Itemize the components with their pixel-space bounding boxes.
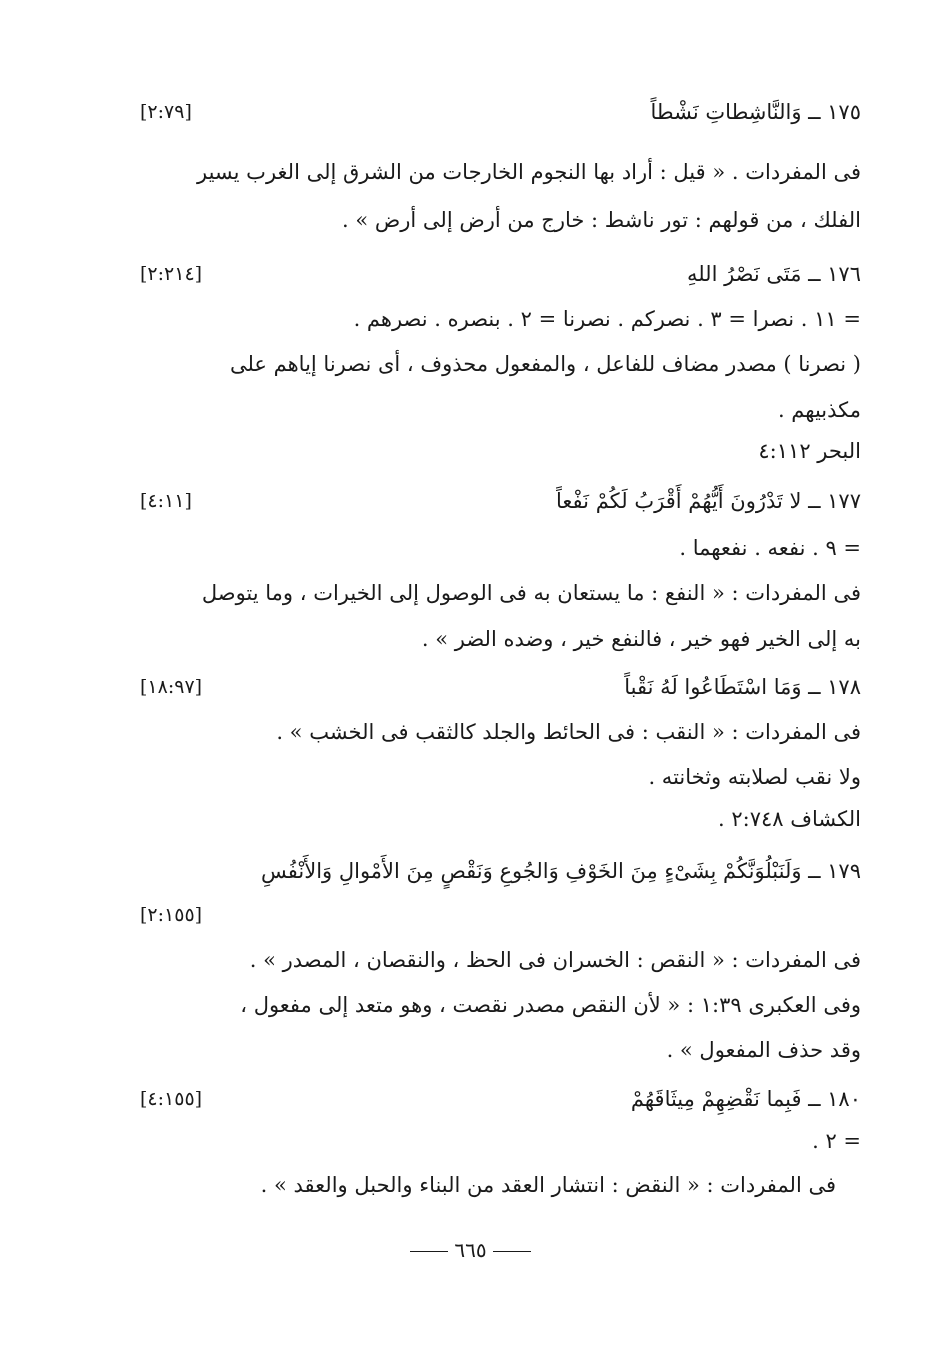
line-text: = ٢ . bbox=[812, 1129, 861, 1153]
entry-177-heading bbox=[140, 486, 861, 516]
line-text: ( نصرنا ) مصدر مضاف للفاعل ، والمفعول محذوف ، أى نصرنا إياهم على bbox=[229, 352, 861, 376]
entry-180-heading bbox=[140, 1084, 861, 1114]
verse-reference: [٤:١٥٥] bbox=[140, 1088, 203, 1110]
text-line bbox=[140, 205, 861, 235]
text-line bbox=[140, 157, 861, 187]
line-text: فى المفردات : « النقض : انتشار العقد من البناء والحبل والعقد » . bbox=[260, 1173, 836, 1197]
line-text: الفلك ، من قولهم : تور ناشط : خارج من أرض إلى أرض » . bbox=[342, 208, 861, 232]
line-text: فى المفردات : « النقب : فى الحائط والجلد كالثقب فى الخشب » . bbox=[276, 720, 861, 744]
text-line bbox=[140, 304, 861, 334]
verse-reference: [١٨:٩٧] bbox=[140, 676, 203, 698]
entry-heading-text: ١٨٠ ــ فَبِما نَقْضِهِمْ مِيثَاقَهُمْ bbox=[630, 1087, 861, 1111]
line-text: به إلى الخير فهو خير ، فالنفع خير ، وضده الضر » . bbox=[421, 627, 861, 651]
line-text: فى المفردات : « النقص : الخسران فى الحظ ، والنقصان ، المصدر » . bbox=[249, 948, 861, 972]
text-line bbox=[140, 1170, 836, 1200]
line-text: مكذبيهم . bbox=[777, 398, 861, 422]
entry-176-heading bbox=[140, 259, 861, 289]
line-text: وفى العكبرى ١:٣٩ : « لأن النقص مصدر نقصت ، وهو متعد إلى مفعول ، bbox=[240, 993, 861, 1017]
line-text: ولا نقب لصلابته وثخانته . bbox=[648, 765, 861, 789]
text-line bbox=[140, 624, 861, 654]
text-line bbox=[140, 533, 861, 563]
page-number bbox=[0, 1238, 941, 1262]
verse-reference: [٢:٢١٤] bbox=[140, 263, 203, 285]
verse-reference: [٤:١١] bbox=[140, 490, 192, 512]
line-text: الكشاف ٢:٧٤٨ . bbox=[718, 807, 861, 831]
entry-heading-text: ١٧٦ ــ مَتَى نَصْرُ اللهِ bbox=[686, 262, 861, 286]
dash-right bbox=[410, 1251, 448, 1252]
line-text: البحر ٤:١١٢ bbox=[758, 439, 861, 463]
text-line bbox=[140, 436, 861, 466]
entry-179-reference-line bbox=[140, 900, 861, 930]
text-line bbox=[140, 395, 861, 425]
entry-178-heading bbox=[140, 672, 861, 702]
text-line bbox=[140, 349, 861, 379]
text-line bbox=[140, 578, 861, 608]
page-number-text: ٦٦٥ bbox=[454, 1238, 487, 1262]
text-line bbox=[140, 717, 861, 747]
text-line bbox=[140, 762, 861, 792]
line-text: وقد حذف المفعول » . bbox=[666, 1038, 861, 1062]
entry-heading-text: ١٧٧ ــ لا تَدْرُونَ أَيُّهُمْ أَقْرَبُ لَكُمْ نَفْعاً bbox=[556, 489, 861, 513]
verse-reference: [٢:١٥٥] bbox=[140, 904, 203, 926]
entry-heading-text: ١٧٥ ــ وَالنَّاشِطاتِ نَشْطاً bbox=[650, 100, 861, 124]
verse-reference: [٢:٧٩] bbox=[140, 101, 192, 123]
text-line bbox=[140, 804, 861, 834]
line-text: = ٩ . نفعه . نفعهما . bbox=[679, 536, 861, 560]
entry-179-heading bbox=[140, 856, 861, 886]
line-text: فى المفردات . « قيل : أراد بها النجوم الخارجات من الشرق إلى الغرب يسير bbox=[197, 160, 861, 184]
entry-175-heading bbox=[140, 97, 861, 127]
text-line bbox=[140, 945, 861, 975]
line-text: فى المفردات : « النفع : ما يستعان به فى الوصول إلى الخيرات ، وما يتوصل bbox=[201, 581, 861, 605]
text-line bbox=[140, 1035, 861, 1065]
text-line bbox=[140, 1126, 861, 1156]
dash-left bbox=[493, 1251, 531, 1252]
entry-heading-text: ١٧٩ ــ وَلَنَبْلُوَنَّكُمْ بِشَىْءٍ مِنَ الخَوْفِ وَالجُوعِ وَنَقْصٍ مِنَ الأَمْوالِ وَالأَنْفُسِ bbox=[260, 859, 861, 883]
text-line bbox=[140, 990, 861, 1020]
line-text: = ١١ . نصرا = ٣ . نصركم . نصرنا = ٢ . بنصره . نصرهم . bbox=[353, 307, 861, 331]
entry-heading-text: ١٧٨ ــ وَمَا اسْتَطَاعُوا لَهُ نَقْباً bbox=[624, 675, 861, 699]
